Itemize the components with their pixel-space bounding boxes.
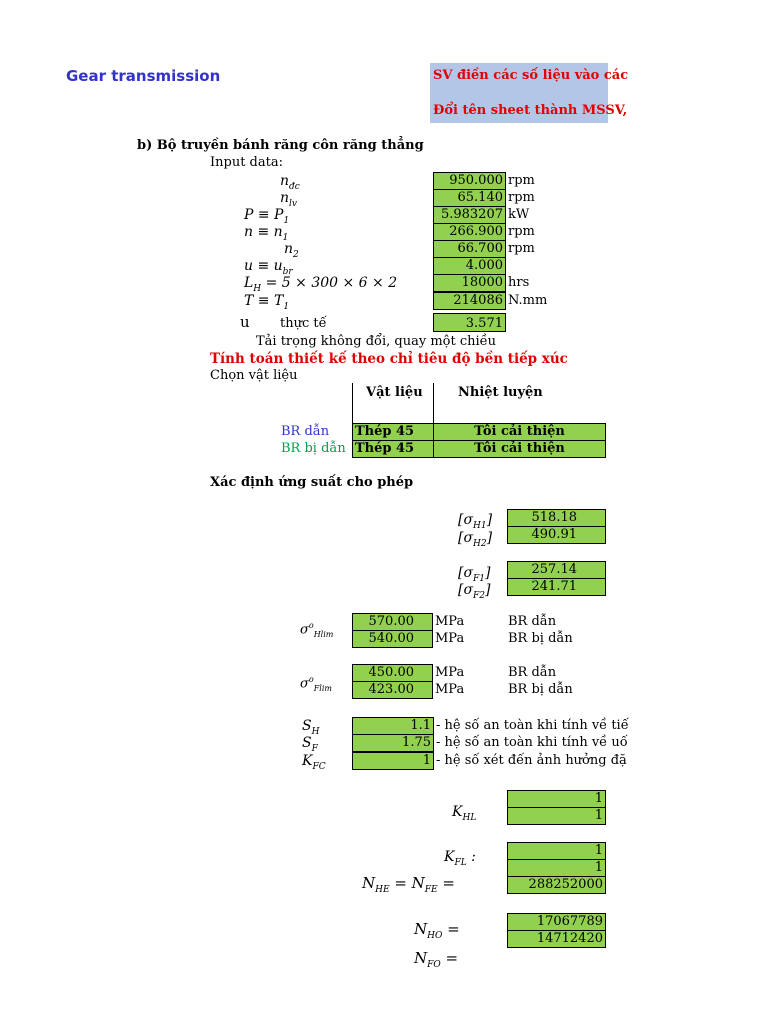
nhe-nfe-value[interactable]: 288252000	[507, 876, 606, 894]
sigma-hlim-unit-2: MPa	[435, 631, 465, 646]
input-symbol-text: n	[280, 190, 290, 206]
input-symbol	[244, 293, 289, 312]
input-symbol-sub: 1	[283, 215, 290, 226]
factor-sub: H	[311, 726, 320, 737]
input-symbol-text: n ≡ n	[244, 224, 283, 240]
input-symbol	[244, 224, 288, 243]
khl-sub: HL	[462, 812, 477, 823]
sigma-f1-value[interactable]: 257.14	[507, 561, 606, 579]
factor-value[interactable]: 1.75	[352, 734, 434, 752]
factor-symbol	[302, 753, 326, 772]
sigma-flim-label: $\sigma^o_{Flim}$	[300, 675, 332, 693]
nfo-label: $N_{FO}$ =	[414, 949, 459, 970]
factor-description: - hệ số xét đến ảnh hưởng đặ	[436, 753, 627, 768]
u-thucte-value[interactable]: 3.571	[433, 313, 506, 332]
input-value[interactable]: 4.000	[433, 257, 506, 275]
nho-value[interactable]: 17067789	[507, 913, 606, 931]
sigma-h2-value[interactable]: 490.91	[507, 526, 606, 544]
sigma-f2-value[interactable]: 241.71	[507, 578, 606, 596]
input-symbol-sub: lv	[289, 198, 297, 209]
input-symbol-text: P ≡ P	[244, 207, 284, 223]
sigma-flim-value-2[interactable]: 423.00	[352, 681, 433, 699]
khl-label	[452, 804, 476, 823]
factor-description: - hệ số an toàn khi tính về uố	[436, 735, 628, 750]
input-value[interactable]: 266.900	[433, 223, 506, 241]
material-label: Chọn vật liệu	[210, 368, 298, 383]
sigma-hlim-value-1[interactable]: 570.00	[352, 613, 433, 631]
input-unit: rpm	[508, 173, 535, 188]
factor-sub: FC	[312, 761, 326, 772]
input-symbol-sub: 1	[282, 232, 289, 243]
sigma-hlim-value-2[interactable]: 540.00	[352, 630, 433, 648]
sigma-h1-label: $[\sigma_{H1}]$	[458, 512, 493, 531]
input-symbol-sub: br	[282, 266, 293, 277]
khl-value-1[interactable]: 1	[507, 790, 606, 808]
sigma-hlim-gear-2: BR bị dẫn	[508, 631, 573, 646]
input-unit: rpm	[508, 224, 535, 239]
input-unit: hrs	[508, 275, 530, 290]
nhe-nfe-label: $N_{HE} = N_{FE}$ =	[362, 874, 455, 895]
kfl-letter: K	[444, 849, 455, 865]
instruction-note	[430, 63, 629, 123]
sigma-flim-unit-2: MPa	[435, 682, 465, 697]
kfl-sub: FL	[454, 857, 467, 868]
factor-letter: S	[302, 735, 312, 751]
treatment-header: Nhiệt luyện	[458, 385, 543, 400]
factor-value[interactable]: 1	[352, 752, 434, 770]
input-unit: N.mm	[508, 293, 548, 308]
sigma-f2-label: $[\sigma_{F2}]$	[458, 582, 491, 601]
input-symbol	[244, 207, 289, 226]
input-value[interactable]: 18000	[433, 274, 506, 292]
factor-description: - hệ số an toàn khi tính về tiế	[436, 718, 629, 733]
u-symbol: u	[240, 313, 250, 331]
input-unit: rpm	[508, 190, 535, 205]
material-cell[interactable]: Thép 45	[352, 423, 434, 441]
input-symbol	[280, 173, 300, 192]
factor-symbol	[302, 718, 319, 737]
table-divider	[352, 383, 353, 423]
nfo-value[interactable]: 14712420	[507, 930, 606, 948]
input-value[interactable]: 5.983207	[433, 206, 506, 224]
input-symbol-text: T ≡ T	[244, 293, 284, 309]
u-thucte-label: thực tế	[280, 316, 327, 331]
input-value[interactable]: 66.700	[433, 240, 506, 258]
design-criterion-title: Tính toán thiết kế theo chỉ tiêu độ bền tiếp xúc	[210, 351, 568, 367]
input-symbol-suffix: = 5 × 300 × 6 × 2	[261, 275, 398, 291]
kfl-label: $K_{FL}$ :	[444, 849, 476, 868]
gear-name: BR bị dẫn	[281, 441, 346, 456]
input-symbol	[244, 275, 397, 294]
sigma-h2-label: $[\sigma_{H2}]$	[458, 530, 493, 549]
sigma-flim-gear-2: BR bị dẫn	[508, 682, 573, 697]
sigma-flim-value-1[interactable]: 450.00	[352, 664, 433, 682]
sigma-hlim-gear-1: BR dẫn	[508, 614, 557, 629]
material-header: Vật liệu	[366, 385, 423, 400]
input-symbol-sub: 1	[283, 301, 290, 312]
gear-name: BR dẫn	[281, 424, 330, 439]
instruction-line-2: Đổi tên sheet thành MSSV,	[433, 103, 628, 118]
kfl-value-2[interactable]: 1	[507, 859, 606, 877]
page-title: Gear transmission	[66, 67, 221, 85]
instruction-line-1: SV điền các số liệu vào các	[433, 68, 629, 83]
sigma-flim-unit-1: MPa	[435, 665, 465, 680]
stress-title: Xác định ứng suất cho phép	[210, 475, 414, 490]
treatment-cell[interactable]: Tôi cải thiện	[433, 440, 606, 458]
input-data-label: Input data:	[210, 155, 283, 170]
load-note: Tải trọng không đổi, quay một chiều	[256, 334, 497, 349]
input-symbol-sub: 2	[293, 249, 299, 260]
input-symbol-text: n	[280, 173, 290, 189]
input-symbol-text: L	[244, 275, 254, 291]
input-unit: rpm	[508, 241, 535, 256]
sigma-h1-value[interactable]: 518.18	[507, 509, 606, 527]
input-symbol-text: n	[284, 241, 294, 257]
factor-value[interactable]: 1.1	[352, 717, 434, 735]
input-value[interactable]: 65.140	[433, 189, 506, 207]
sigma-hlim-label: $\sigma^o_{Hlim}$	[300, 621, 334, 639]
input-symbol	[244, 258, 293, 277]
factor-sub: F	[311, 743, 318, 754]
input-symbol	[284, 241, 299, 260]
input-symbol-text: u ≡ u	[244, 258, 283, 274]
input-symbol-sub: H	[253, 283, 262, 294]
factor-letter: S	[302, 718, 312, 734]
treatment-cell[interactable]: Tôi cải thiện	[433, 423, 606, 441]
input-symbol	[280, 190, 297, 209]
section-b-title: b) Bộ truyền bánh răng côn răng thẳng	[137, 138, 424, 153]
factor-symbol	[302, 735, 318, 754]
khl-letter: K	[452, 804, 463, 820]
nho-label: $N_{HO}$ =	[414, 920, 460, 941]
khl-value-2[interactable]: 1	[507, 807, 606, 825]
input-unit: kW	[508, 207, 530, 222]
sigma-hlim-unit-1: MPa	[435, 614, 465, 629]
material-cell[interactable]: Thép 45	[352, 440, 434, 458]
kfl-value-1[interactable]: 1	[507, 842, 606, 860]
table-divider	[433, 383, 434, 423]
sigma-flim-gear-1: BR dẫn	[508, 665, 557, 680]
input-symbol-sub: đc	[289, 181, 300, 192]
sigma-f1-label: $[\sigma_{F1}]$	[458, 565, 491, 584]
factor-letter: K	[302, 753, 313, 769]
input-value[interactable]: 214086	[433, 292, 506, 310]
input-value[interactable]: 950.000	[433, 172, 506, 190]
